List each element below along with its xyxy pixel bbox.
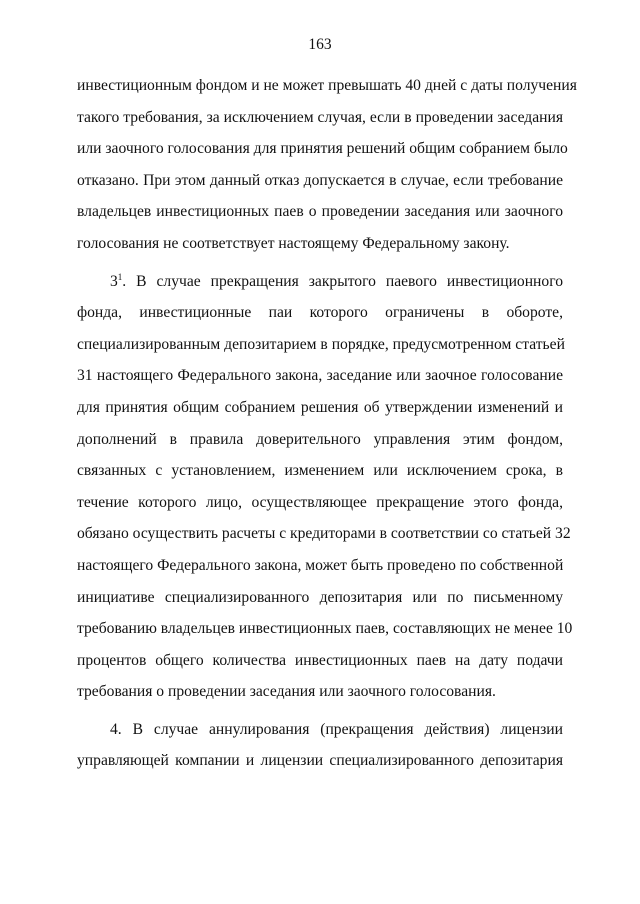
text-line: инвестиционным фондом и не может превышать 40 дней с даты получения [77,77,577,94]
text-line: обязано осуществить расчеты с кредиторами в соответствии со статьей 32 [77,525,571,543]
text-line: такого требования, за исключением случая, если в проведении заседания [77,108,563,126]
text-line: настоящего Федерального закона, может быть проведено по собственной [77,556,564,574]
text-line: дополнений в правила доверительного управления этим фондом, [77,430,563,448]
text-line: управляющей компании и лицензии специализированного депозитария [77,752,563,770]
paragraph-continuation [77,76,577,266]
text-line: течение которого лицо, осуществляющее прекращение этого фонда, [77,493,563,511]
text-line: процентов общего количества инвестиционных паев на дату подачи [77,651,563,669]
paragraph-number: 3 [110,272,118,290]
text-line: отказано. При этом данный отказ допускается в случае, если требование [77,171,563,189]
page-number: 163 [308,36,332,53]
text-line: специализированным депозитарием в порядке, предусмотренном статьей [77,335,565,353]
document-body [77,76,577,783]
first-line-text: . В случае прекращения закрытого паевого инвестиционного [122,272,563,290]
text-line: связанных с установлением, изменением или исключением срока, в [77,462,563,480]
paragraph-3-1 [77,271,573,714]
text-line: владельцев инвестиционных паев о проведении заседания или заочного [77,203,563,221]
text-line: требования о проведении заседания или заочного голосования. [77,683,496,701]
paragraph-4 [77,720,563,783]
text-line [77,272,563,304]
text-line: 4. В случае аннулирования (прекращения действия) лицензии [110,720,563,738]
text-line: фонда, инвестиционные паи которого ограничены в обороте, [77,304,563,322]
text-line: голосования не соответствует настоящему Федеральному закону. [77,234,510,252]
text-line: требованию владельцев инвестиционных паев, составляющих не менее 10 [77,620,573,638]
text-line: для принятия общим собранием решения об утверждении изменений и [77,398,563,416]
text-line: 31 настоящего Федерального закона, заседание или заочное голосование [77,367,563,385]
superscript: 1 [117,271,123,282]
text-line: инициативе специализированного депозитария или по письменному [77,588,563,606]
text-line: или заочного голосования для принятия решений общим собранием было [77,140,568,158]
